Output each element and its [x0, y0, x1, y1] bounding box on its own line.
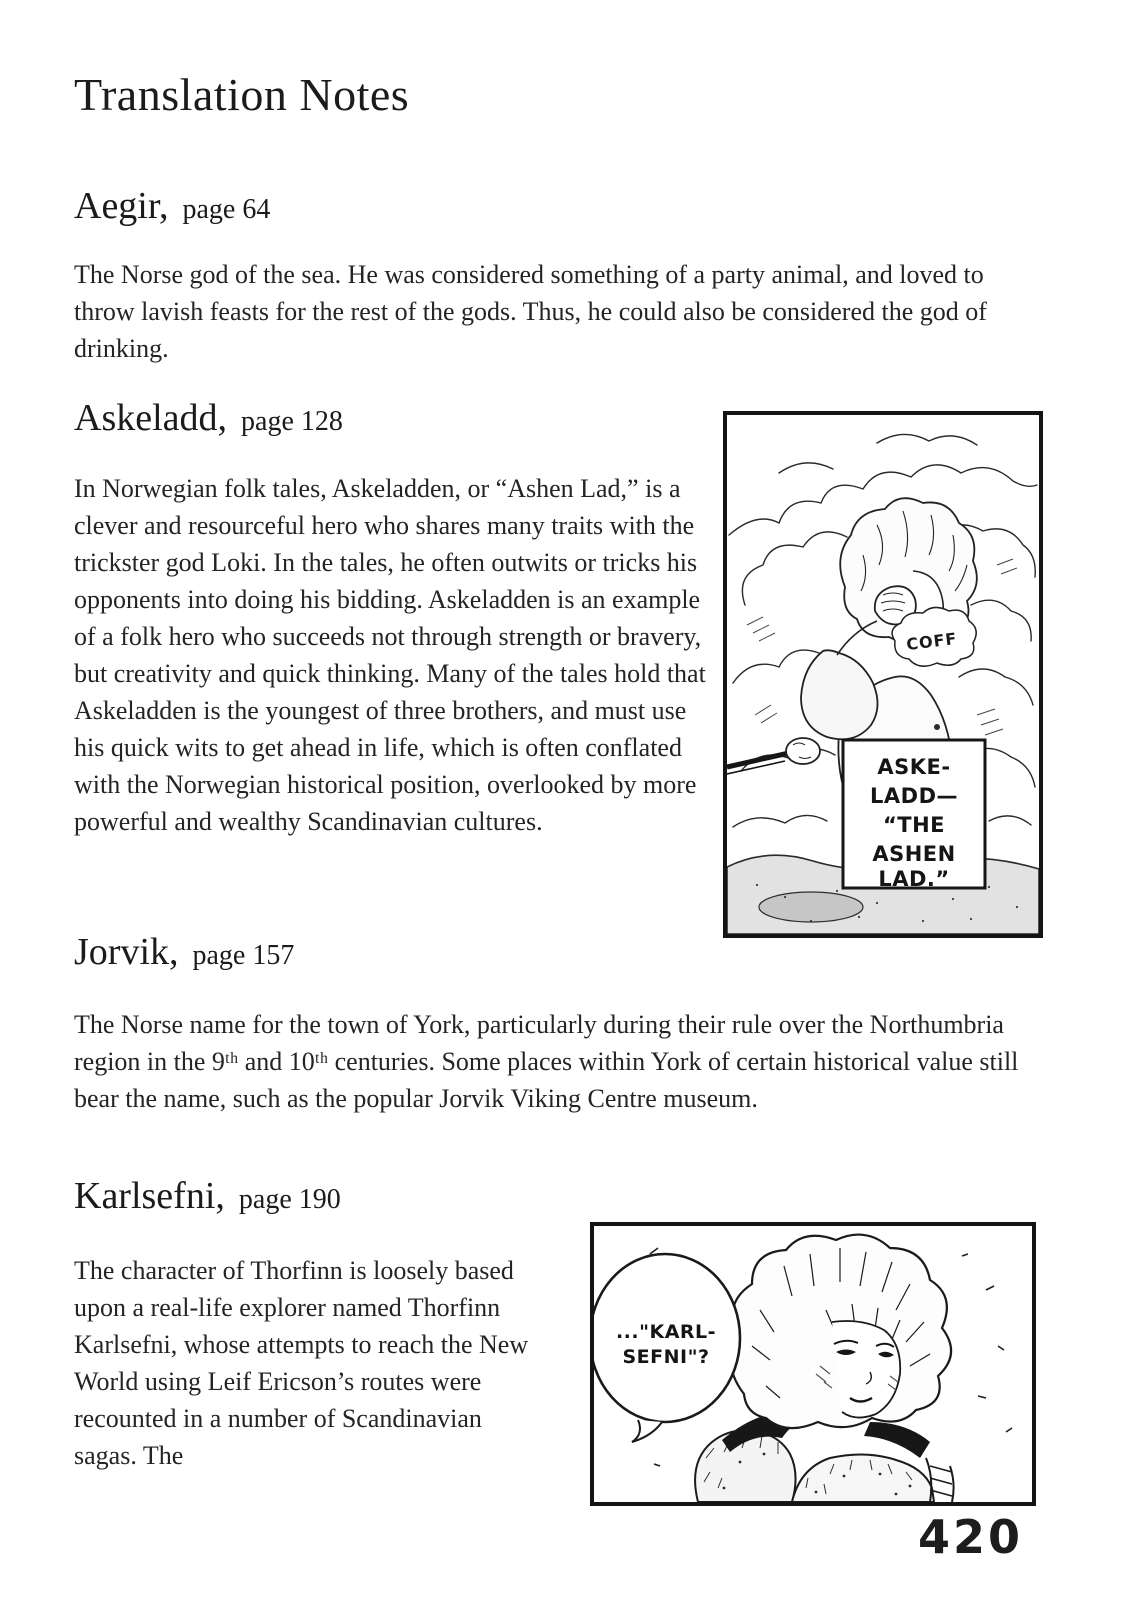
entry-body-askeladd: In Norwegian folk tales, Askeladden, or “Ashen Lad,” is a clever and resourceful hero who shares many traits with the trickster god Loki. In the tales, he often outwits or tricks his opponents into doing his bidding. Askeladden is an example of a folk hero who succeeds not through strength or bravery, but creativity and quick thinking. Many of the tales hold that Askeladden is the youngest of three brothers, and must use his quick wits to get ahead in life, which is often conflated with the Norwegian historical position, overlooked by more powerful and wealthy Scandinavian cultures.: [74, 474, 706, 836]
boy-fist: [786, 738, 820, 764]
entry-page-ref: page 190: [238, 1184, 341, 1215]
sfx-coff: COFF: [905, 628, 959, 655]
entry-page-ref: page 64: [182, 194, 271, 225]
stick: [727, 753, 789, 767]
caption-line: “THE: [882, 813, 946, 837]
entry-heading-karlsefni: [74, 1174, 341, 1218]
askeladd-panel-art: [727, 415, 1039, 934]
entry-page-ref: page 128: [241, 406, 343, 437]
tunic-lacing: [926, 1458, 954, 1502]
caption-text: [870, 755, 958, 891]
entry-body-karlsefni: The character of Thorfinn is loosely based upon a real-life explorer named Thorfinn Karlsefni, whose attempts to reach the New World using Leif Ericson’s routes were recounted in a number of Scandinavian sagas. The: [74, 1256, 529, 1470]
boy-sleeve: [801, 650, 878, 739]
entry-term: Karlsefni,: [74, 1175, 225, 1217]
page-title: Translation Notes: [74, 69, 410, 120]
fur-chest: [792, 1454, 934, 1502]
karlsefni-panel-art: [594, 1226, 1032, 1502]
entry-heading-aegir: [74, 184, 270, 228]
entry-page-ref: page 157: [192, 940, 295, 971]
entry-term: Askeladd,: [74, 397, 228, 439]
entry-term: Jorvik,: [74, 931, 179, 973]
entry-body-aegir: The Norse god of the sea. He was considered something of a party animal, and loved to throw lavish feasts for the rest of the gods. Thus, he could also be considered the god of drinking.: [74, 260, 987, 363]
ground-shadow: [759, 892, 863, 922]
entry-heading-jorvik: [74, 930, 294, 974]
page-number: 420: [918, 1510, 1024, 1564]
manga-panel-askeladd: [723, 411, 1043, 938]
entry-heading-askeladd: [74, 396, 343, 440]
caption-line: ASHEN: [872, 842, 956, 866]
entry-term: Aegir,: [74, 185, 169, 227]
caption-line: LADD—: [870, 784, 958, 808]
caption-line: LAD.”: [878, 867, 950, 891]
entry-body-jorvik: The Norse name for the town of York, particularly during their rule over the Northumbria region in the 9ᵗʰ and 10ᵗʰ centuries. Some places within York of certain historical value still bear the name, such as the popular Jorvik Viking Centre museum.: [74, 1010, 1019, 1113]
bubble-line: SEFNI"?: [622, 1346, 710, 1368]
speech-bubble-tail: [632, 1420, 662, 1442]
caption-line: ASKE-: [877, 755, 951, 779]
manga-panel-karlsefni: [590, 1222, 1036, 1506]
hood-dark-band-right: [864, 1422, 930, 1458]
bubble-line: ..."KARL-: [615, 1321, 717, 1343]
